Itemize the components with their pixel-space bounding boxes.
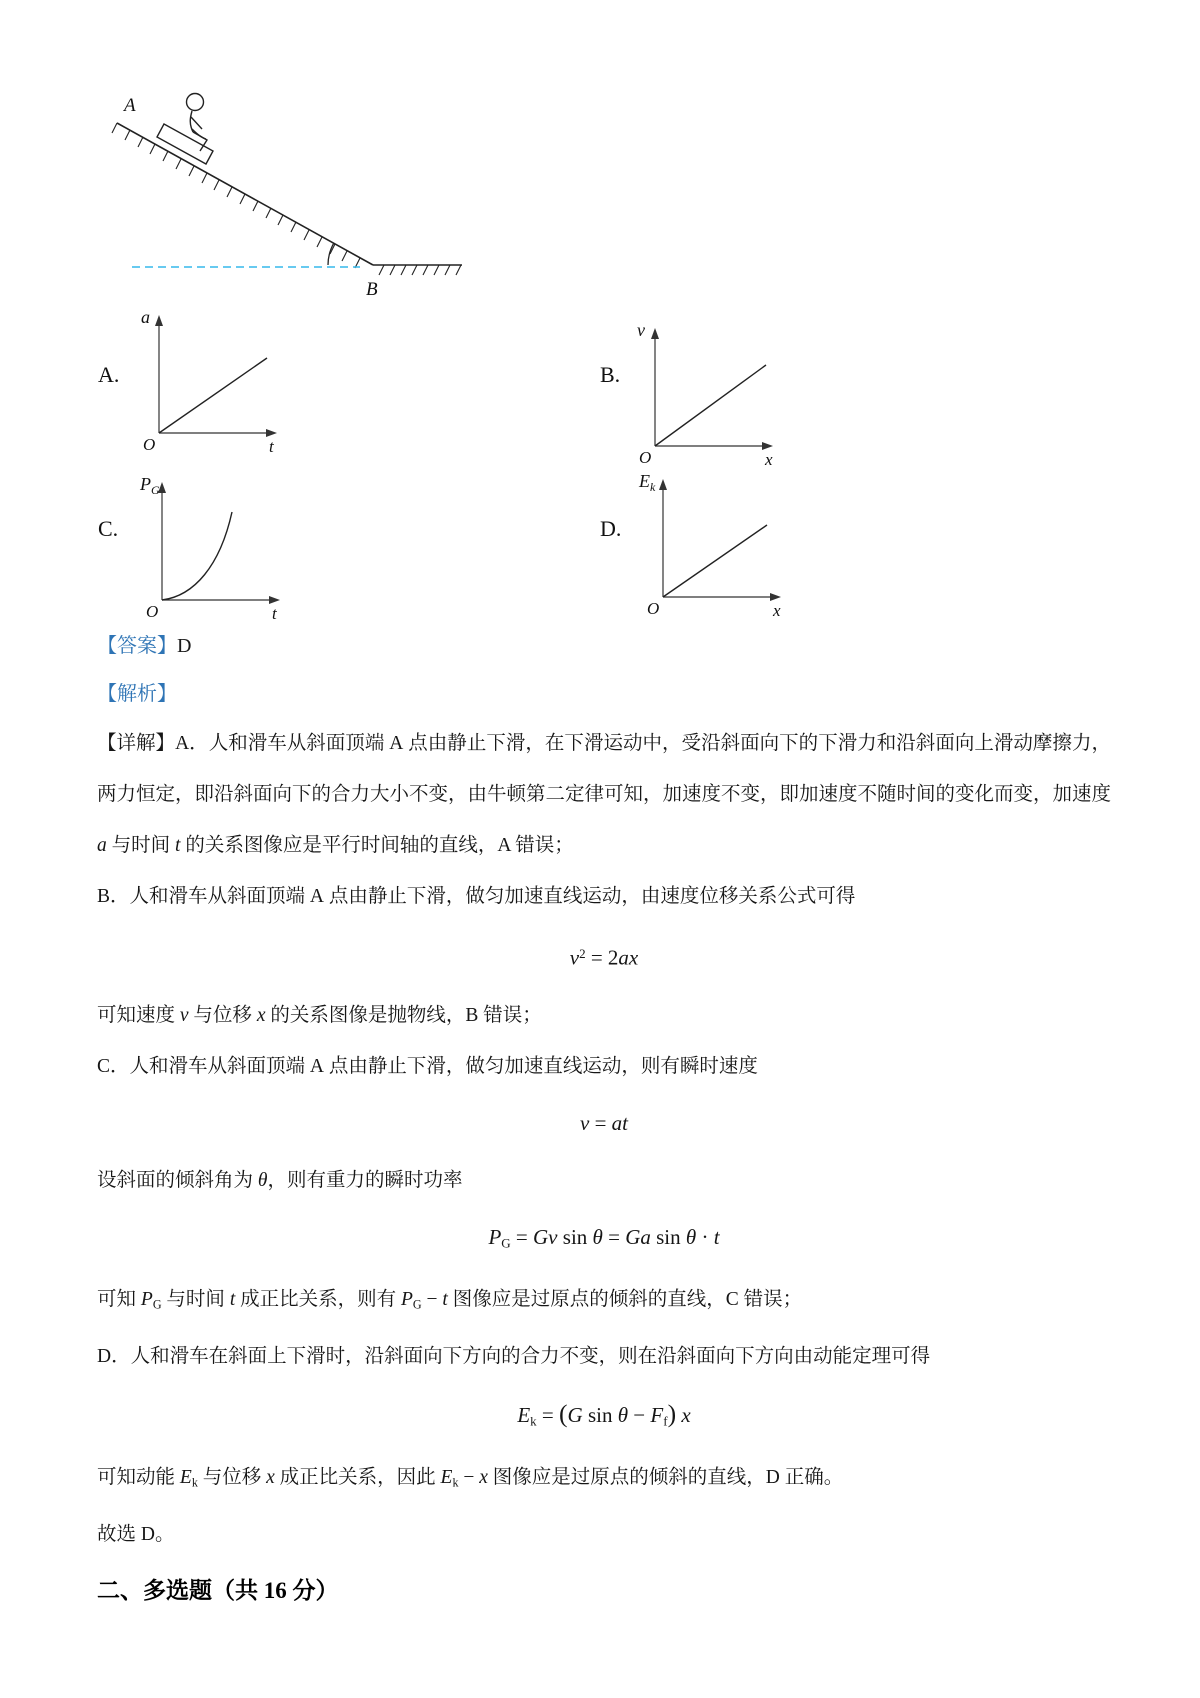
formula-line: [97, 1212, 1111, 1269]
person-arm: [191, 117, 202, 129]
text-run: P: [401, 1289, 413, 1311]
angle-arc: [328, 243, 334, 265]
text-run: x: [681, 1402, 691, 1427]
text-run: G: [567, 1402, 583, 1427]
text-run: 故选 D。: [97, 1523, 175, 1545]
text-run: D．人和滑车在斜面上下滑时，沿斜面向下方向的合力不变，则在沿斜面向下方向由动能定理可得: [97, 1345, 931, 1367]
text-run: x: [266, 1467, 275, 1489]
text-run: 图像应是过原点的倾斜的直线，D 正确。: [487, 1467, 844, 1489]
text-run: E: [517, 1402, 531, 1427]
text-run: ·: [696, 1224, 714, 1249]
text-run: G: [501, 1235, 511, 1251]
text-run: −: [458, 1467, 480, 1489]
explanation-paragraph: [97, 1509, 1111, 1560]
text-run: 成正比关系，因此: [274, 1467, 441, 1489]
text-run: P: [488, 1224, 502, 1249]
explanation-paragraph: [97, 990, 1111, 1041]
text-run: Gv: [533, 1224, 558, 1249]
text-run: −: [421, 1289, 443, 1311]
option-graph-D: [633, 469, 793, 629]
arrow-up-icon: [659, 479, 667, 490]
incline-diagram: [90, 85, 480, 308]
option-graph-B: [625, 318, 785, 478]
origin-label: O: [647, 599, 660, 618]
explanation-paragraph: [97, 1452, 1111, 1508]
text-run: 的关系图像应是平行时间轴的直线，A 错误；: [180, 835, 574, 856]
arrow-right-icon: [266, 429, 277, 437]
answer-value: D: [177, 635, 192, 657]
text-run: v: [179, 1004, 189, 1026]
explanation-paragraph: [97, 1041, 1111, 1092]
text-run: v: [569, 945, 580, 970]
text-run: C．人和滑车从斜面顶端: [97, 1055, 310, 1077]
text-run: A: [309, 886, 324, 907]
text-run: k: [452, 1475, 459, 1490]
arrow-right-icon: [770, 593, 781, 601]
origin-label: O: [146, 602, 159, 621]
text-run: 点由静止下滑，做匀加速直线运动，则有瞬时速度: [323, 1055, 758, 1077]
text-run: f: [663, 1413, 668, 1429]
text-run: 点由静止下滑，做匀加速直线运动，由速度位移关系公式可得: [323, 886, 856, 907]
analysis-line: [97, 670, 1111, 718]
section-heading: 二、多选题（共 16 分）: [97, 1577, 339, 1603]
text-run: = 2: [585, 945, 619, 970]
text-run: x: [256, 1004, 266, 1026]
text-run: A: [389, 733, 404, 754]
analysis-tag: 【解析】: [97, 683, 177, 705]
text-run: 与时间: [161, 1289, 230, 1311]
text-run: x: [479, 1467, 488, 1489]
incline-diagram-svg: [90, 85, 480, 303]
text-run: 【详解】A．人和滑车从斜面顶端: [97, 733, 390, 754]
text-run: 点由静止下滑，在下滑运动中，受沿斜面向下的下滑力和沿斜面向上滑动摩擦力，两力恒定，即沿斜面向下的合力大小不变，由牛顿第二定律可知，加速度不变，即加速度不随时间的变化而变，加速度: [97, 733, 1112, 805]
origin-label: O: [639, 448, 652, 467]
text-run: 成正比关系，则有: [235, 1289, 401, 1311]
option-graph-C: [132, 472, 292, 632]
text-run: A: [309, 1055, 324, 1077]
explanation-paragraph: [97, 1331, 1111, 1382]
text-run: =: [536, 1402, 559, 1427]
option-key-A: A.: [98, 362, 120, 387]
x-axis-label: x: [773, 601, 781, 620]
text-run: E: [440, 1467, 453, 1489]
explanation-body: [97, 718, 1111, 1560]
label-point-A: A: [124, 95, 136, 116]
label-point-B: B: [366, 279, 378, 300]
x-axis-label: t: [269, 437, 274, 456]
answer-tag: 【答案】: [97, 635, 177, 657]
option-graph-A: [129, 305, 289, 465]
arrow-up-icon: [155, 315, 163, 326]
origin-label: O: [143, 435, 156, 454]
text-run: 可知动能: [97, 1467, 180, 1489]
text-run: 2: [579, 946, 586, 961]
text-run: k: [191, 1475, 198, 1490]
curve-ek-x: [663, 525, 767, 597]
arrow-right-icon: [762, 442, 773, 450]
text-run: t: [229, 1289, 236, 1311]
text-run: t: [175, 835, 181, 856]
text-run: t: [713, 1224, 720, 1249]
text-run: E: [179, 1467, 192, 1489]
formula-line: [97, 928, 1111, 984]
text-run: P: [140, 1289, 153, 1311]
text-run: ): [667, 1398, 677, 1428]
option-key-D: D.: [600, 516, 622, 541]
text-run: sin: [650, 1224, 686, 1249]
y-axis-label: v: [637, 320, 645, 340]
text-run: k: [530, 1413, 537, 1429]
arrow-up-icon: [651, 328, 659, 339]
text-run: v: [579, 1110, 590, 1135]
text-run: sin: [582, 1402, 618, 1427]
solution-text-block: [97, 622, 1111, 1614]
text-run: =: [602, 1224, 626, 1249]
formula-line: [97, 1098, 1111, 1149]
y-axis-label: $E_k$: [639, 471, 656, 494]
curve-pg-t: [162, 512, 232, 600]
text-run: θ: [617, 1402, 629, 1427]
y-axis-label: $P_G$: [140, 474, 160, 497]
explanation-paragraph: [97, 1274, 1111, 1330]
text-run: a: [97, 835, 107, 856]
option-key-C: C.: [98, 516, 119, 541]
text-run: θ: [685, 1224, 697, 1249]
text-run: 与位移: [188, 1004, 257, 1026]
text-run: θ: [592, 1224, 603, 1249]
text-run: at: [611, 1110, 628, 1135]
x-axis-label: x: [765, 450, 773, 469]
text-run: sin: [557, 1224, 593, 1249]
text-run: 可知: [97, 1289, 141, 1311]
option-key-B: B.: [600, 362, 621, 387]
arrow-right-icon: [269, 596, 280, 604]
text-run: θ: [257, 1169, 268, 1191]
text-run: t: [442, 1289, 448, 1311]
text-run: =: [589, 1110, 612, 1135]
text-run: (: [559, 1398, 568, 1428]
y-axis-label: a: [141, 307, 150, 327]
text-run: −: [628, 1402, 651, 1427]
explanation-paragraph: [97, 871, 1111, 922]
text-run: =: [510, 1224, 534, 1249]
x-axis-label: t: [272, 604, 277, 623]
text-run: G: [152, 1297, 162, 1312]
answer-line: [97, 622, 1111, 670]
curve-a-t: [159, 358, 267, 433]
text-run: F: [650, 1402, 664, 1427]
incline-hatching: [112, 123, 360, 268]
curve-v-x: [655, 365, 766, 446]
text-run: 设斜面的倾斜角为: [97, 1169, 258, 1191]
text-run: 与时间: [106, 835, 176, 856]
explanation-paragraph: [97, 1155, 1111, 1206]
ground-hatching: [379, 265, 461, 275]
person-leg-2: [192, 129, 206, 139]
explanation-paragraph: [97, 718, 1111, 871]
person-head: [187, 94, 204, 111]
text-run: ，则有重力的瞬时功率: [267, 1169, 463, 1191]
formula-line: [97, 1388, 1111, 1447]
text-run: G: [412, 1297, 422, 1312]
text-run: 可知速度: [97, 1004, 180, 1026]
text-run: B．人和滑车从斜面顶端: [97, 886, 310, 907]
text-run: 与位移: [197, 1467, 267, 1489]
text-run: ax: [618, 945, 639, 970]
text-run: Ga: [625, 1224, 651, 1249]
text-run: 的关系图像是抛物线，B 错误；: [265, 1004, 542, 1026]
text-run: 图像应是过原点的倾斜的直线，C 错误；: [447, 1289, 803, 1311]
